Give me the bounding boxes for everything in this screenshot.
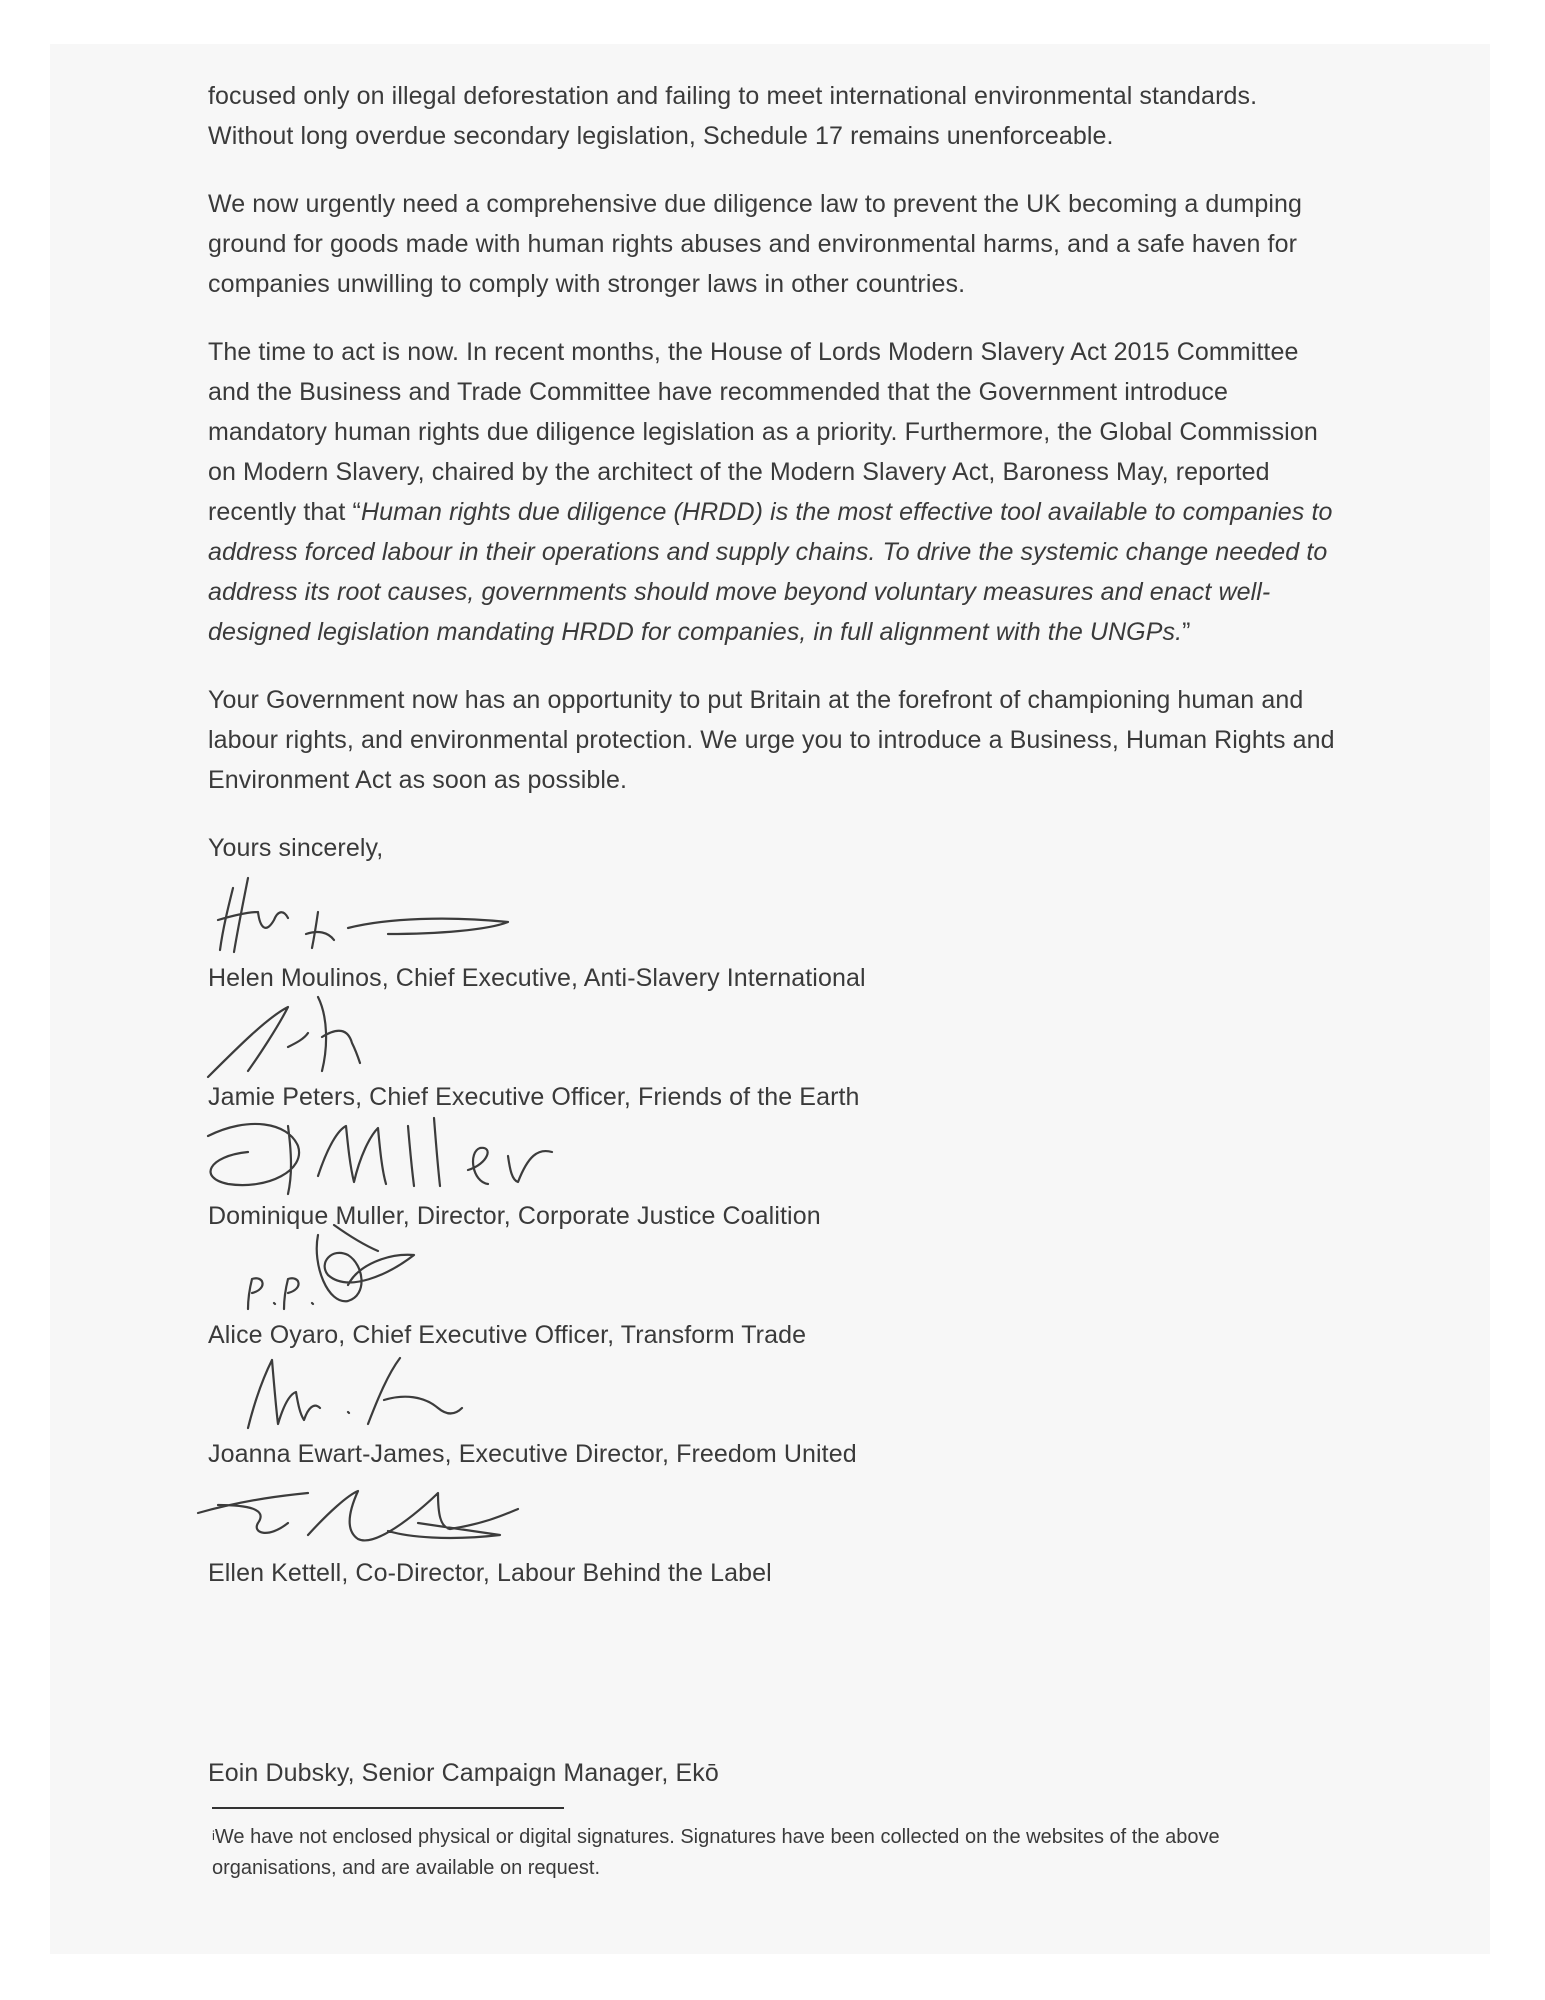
signatory-name: Dominique Muller, Director, Corporate Justice Coalition (208, 1202, 821, 1230)
signatory-name: Jamie Peters, Chief Executive Officer, Friends of the Earth (208, 1083, 860, 1111)
signatory-name: Joanna Ewart-James, Executive Director, Freedom United (208, 1440, 857, 1468)
quote-close: ” (1182, 618, 1191, 646)
footnote-divider (212, 1807, 564, 1809)
signatory-name: Alice Oyaro, Chief Executive Officer, Transform Trade (208, 1321, 807, 1349)
handwritten-signature (188, 967, 608, 1077)
paragraph-due-diligence: We now urgently need a comprehensive due diligence law to prevent the UK becoming a dumping ground for goods made with human rights abuses and environmental harms, and a safe haven for companies unwilling to comply with stronger laws in other countries. (208, 190, 1303, 298)
signatory-name: Eoin Dubsky, Senior Campaign Manager, Ekō (208, 1759, 719, 1787)
signature-block (208, 1472, 1338, 1591)
handwritten-signature (188, 1205, 608, 1315)
footnote-text: We have not enclosed physical or digital signatures. Signatures have been collected on the websites of the above organisations, and are available on request. (212, 1826, 1220, 1879)
handwritten-signature (188, 848, 608, 958)
footnote (212, 1822, 1322, 1884)
paragraph-call-to-action: Your Government now has an opportunity to put Britain at the forefront of championing human and labour rights, and environmental protection. We urge you to introduce a Business, Human Rights and Environment Act as soon as possible. (208, 686, 1335, 794)
signatory-name: Helen Moulinos, Chief Executive, Anti-Slavery International (208, 964, 866, 992)
handwritten-signature (188, 1443, 608, 1553)
handwritten-signature (188, 1086, 608, 1196)
paragraph-deforestation: focused only on illegal deforestation and failing to meet international environmental standards. Without long overdue secondary legislation, Schedule 17 remains unenforceable. (208, 82, 1258, 150)
footnote-marker: i (212, 1828, 215, 1843)
paragraph-time-to-act (208, 332, 1338, 652)
quote-lead: The time to act is now. In recent months, the House of Lords Modern Slavery Act 2015 Committee and the Business and Trade Committee have recommended that the Government introduce mandatory human rights due diligence legislation as a priority. Furthermore, the Global Commission on Modern Slavery, chaired by the architect of the Modern Slavery Act, Baroness May, reported recently that “ (208, 338, 1318, 526)
letter-body (208, 76, 1338, 1791)
global-commission-quote: Human rights due diligence (HRDD) is the most effective tool available to companies to address forced labour in their operations and supply chains. To drive the systemic change needed to address its root causes, governments should move beyond voluntary measures and enact well-designed legislation mandating HRDD for companies, in full alignment with the UNGPs. (208, 498, 1333, 646)
signatory-name: Ellen Kettell, Co-Director, Labour Behind the Label (208, 1559, 772, 1587)
handwritten-signature (188, 1324, 608, 1434)
sign-off: Yours sincerely, (208, 834, 384, 862)
signature-block (208, 1591, 1338, 1791)
